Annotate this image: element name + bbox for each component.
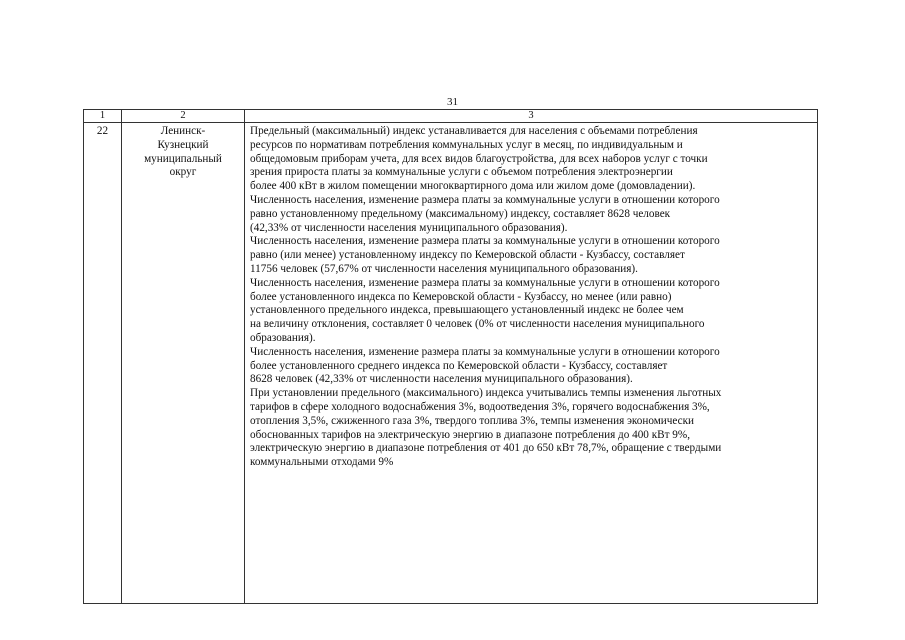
data-table xyxy=(83,109,818,604)
description-line: обоснованных тарифов на электрическую энергию в диапазоне потребления до 400 кВт 9%, xyxy=(250,428,690,441)
description-line: общедомовым приборам учета, для всех видов благоустройства, для всех наборов услуг с точки xyxy=(250,152,708,165)
description-line: установленного предельного индекса, превышающего установленный индекс не более чем xyxy=(250,304,684,317)
description-line: При установлении предельного (максимального) индекса учитывались темпы изменения льготных xyxy=(250,387,722,400)
description-line: на величину отклонения, составляет 0 человек (0% от численности населения муниципального xyxy=(250,318,705,331)
description-line: 8628 человек (42,33% от численности населения муниципального образования). xyxy=(250,373,633,386)
description-line: Численность населения, изменение размера платы за коммунальные услуги в отношении которого xyxy=(250,276,720,289)
column-header-3: 3 xyxy=(245,110,818,123)
description-line: тарифов в сфере холодного водоснабжения 3%, водоотведения 3%, горячего водоснабжения 3%, xyxy=(250,400,710,413)
table-row xyxy=(84,123,818,604)
district-name-line: муниципальный xyxy=(144,152,222,165)
description-line: Численность населения, изменение размера платы за коммунальные услуги в отношении которого xyxy=(250,345,720,358)
page-number: 31 xyxy=(447,96,458,108)
table-header-row xyxy=(84,110,818,123)
row-number: 22 xyxy=(84,123,122,604)
description-line: (42,33% от численности населения муниципального образования). xyxy=(250,221,568,234)
description-line: более установленного среднего индекса по Кемеровской области - Кузбассу, составляет xyxy=(250,359,668,372)
description-line: зрения прироста платы за коммунальные услуги с объемом потребления электроэнергии xyxy=(250,166,673,179)
description-line: образования). xyxy=(250,331,316,344)
description-line: более установленного индекса по Кемеровской области - Кузбассу, но менее (или равно) xyxy=(250,290,672,303)
description-line: равно (или менее) установленному индексу по Кемеровской области - Кузбассу, составляет xyxy=(250,249,685,262)
description-line: Численность населения, изменение размера платы за коммунальные услуги в отношении которого xyxy=(250,193,720,206)
district-name-line: округ xyxy=(169,166,197,179)
column-header-1: 1 xyxy=(84,110,122,123)
description-line: Предельный (максимальный) индекс устанавливается для населения с объемами потребления xyxy=(250,125,698,137)
district-name-cell xyxy=(122,123,245,604)
description-line: равно установленному предельному (максимальному) индексу, составляет 8628 человек xyxy=(250,207,671,220)
description-line: Численность населения, изменение размера платы за коммунальные услуги в отношении которого xyxy=(250,235,720,248)
description-cell xyxy=(245,123,818,604)
district-name-line: Ленинск- xyxy=(160,125,206,137)
description-line: более 400 кВт в жилом помещении многоквартирного дома или жилом доме (домовладении). xyxy=(250,180,696,193)
description-line: электрическую энергию в диапазоне потребления от 401 до 650 кВт 78,7%, обращение с твердыми xyxy=(250,442,722,455)
description-line: коммунальными отходами 9% xyxy=(250,456,394,469)
district-name-line: Кузнецкий xyxy=(157,138,209,151)
description-line: ресурсов по нормативам потребления коммунальных услуг в месяц, по индивидуальным и xyxy=(250,138,683,151)
description-line: отопления 3,5%, сжиженного газа 3%, твердого топлива 3%, темпы изменения экономически xyxy=(250,414,695,427)
column-header-2: 2 xyxy=(122,110,245,123)
description-line: 11756 человек (57,67% от численности населения муниципального образования). xyxy=(250,262,638,275)
